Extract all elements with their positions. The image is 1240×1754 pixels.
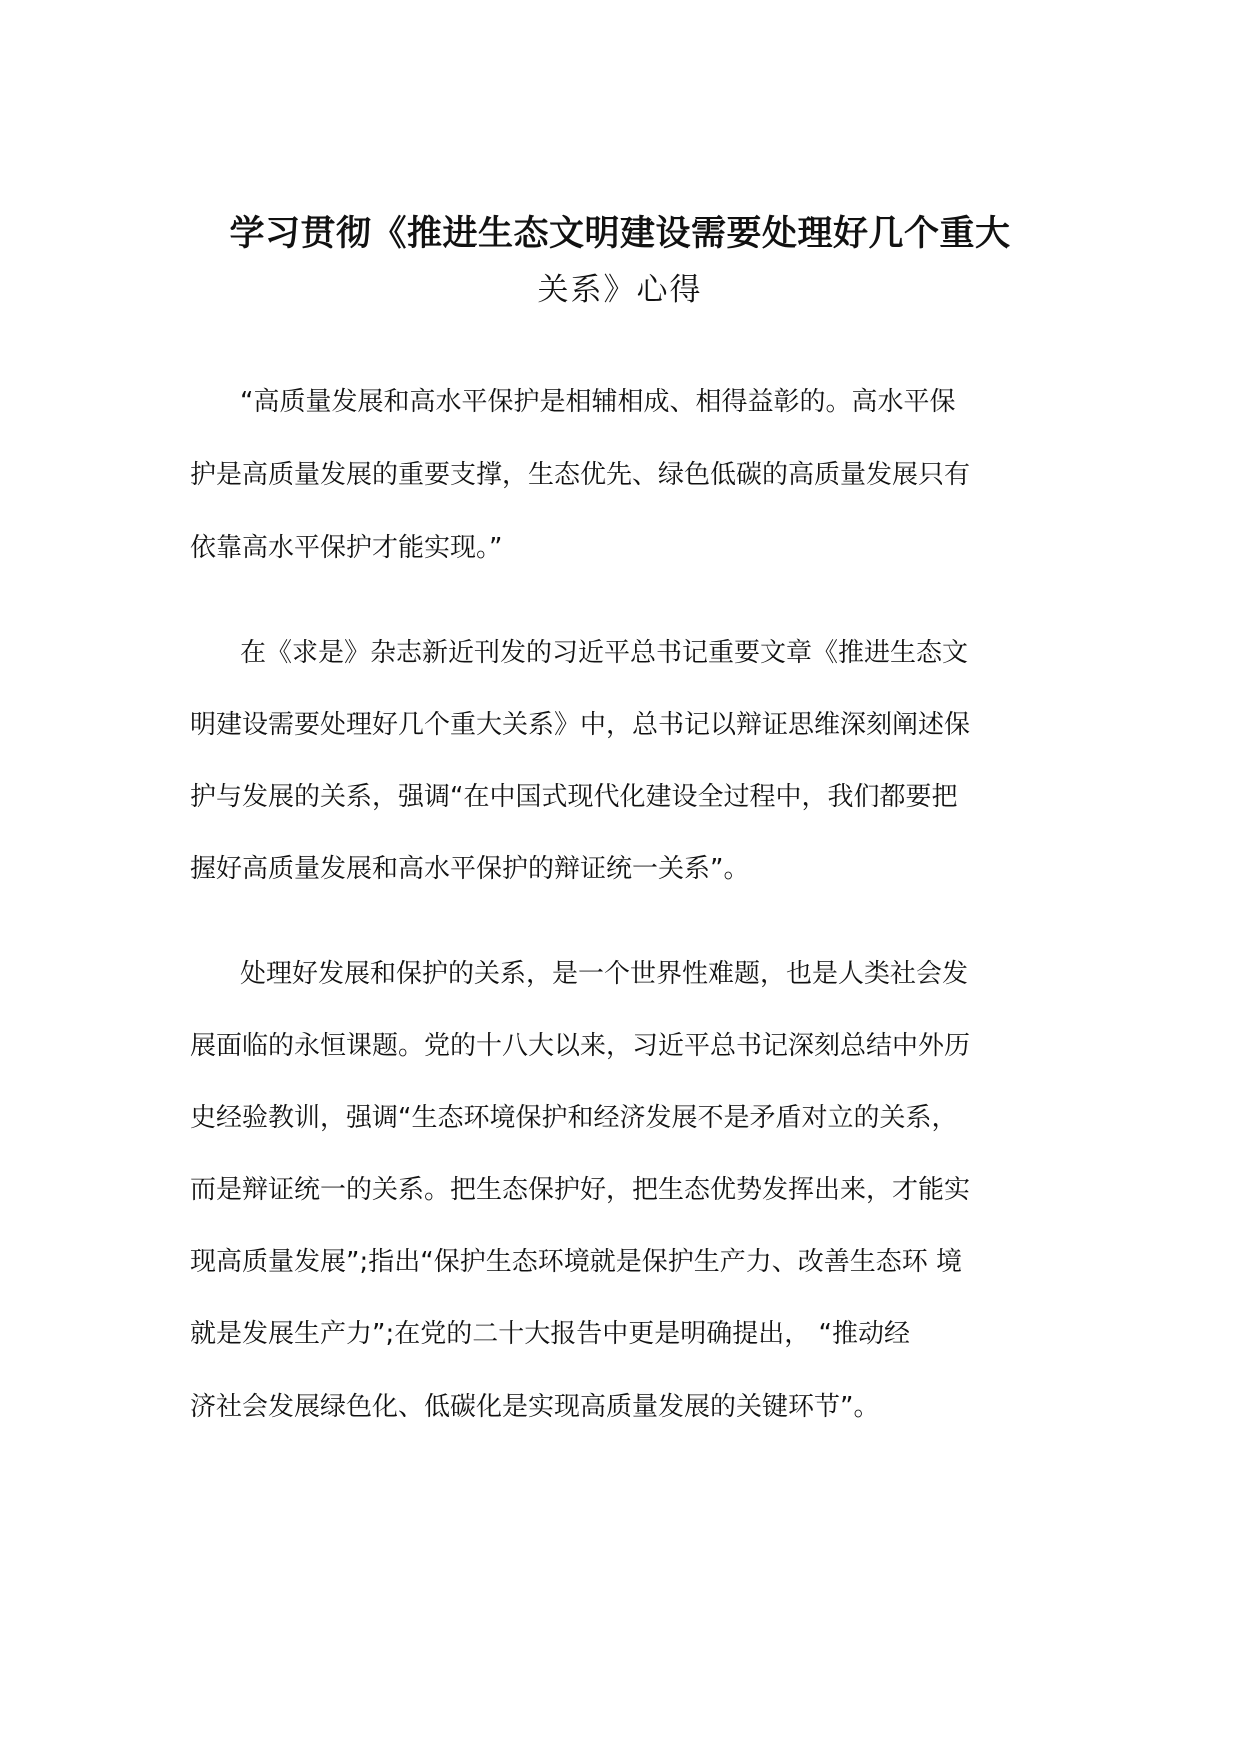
paragraph-3-line-2: 展面临的永恒课题。党的十八大以来，习近平总书记深刻总结中外历 (190, 1031, 971, 1061)
paragraph-1-line-1: “高质量发展和高水平保护是相辅相成、相得益彰的。高水平保 (240, 387, 956, 417)
paragraph-3-line-3: 史经验教训，强调“生态环境保护和经济发展不是矛盾对立的关系， (190, 1103, 958, 1133)
document-title-line-2: 关系》心得 (537, 272, 703, 308)
paragraph-3-line-4: 而是辩证统一的关系。把生态保护好，把生态优势发挥出来，才能实 (190, 1175, 971, 1205)
paragraph-2-line-3: 护与发展的关系，强调“在中国式现代化建设全过程中，我们都要把 (190, 782, 958, 812)
paragraph-3-line-1: 处理好发展和保护的关系，是一个世界性难题，也是人类社会发 (240, 959, 969, 989)
paragraph-2-line-4: 握好高质量发展和高水平保护的辩证统一关系”。 (190, 854, 750, 884)
paragraph-1-line-3: 依靠高水平保护才能实现。” (190, 533, 503, 563)
paragraph-3-line-7: 济社会发展绿色化、低碳化是实现高质量发展的关键环节”。 (190, 1392, 880, 1422)
document-title-line-1: 学习贯彻《推进生态文明建设需要处理好几个重大 (229, 214, 1011, 254)
paragraph-2-line-1: 在《求是》杂志新近刊发的习近平总书记重要文章《推进生态文 (240, 638, 969, 668)
paragraph-3-line-5: 现高质量发展”;指出“保护生态环境就是保护生产力、改善生态环 境 (190, 1247, 962, 1277)
paragraph-3-line-6: 就是发展生产力”;在党的二十大报告中更是明确提出， “推动经 (190, 1319, 910, 1349)
paragraph-1-line-2: 护是高质量发展的重要支撑，生态优先、绿色低碳的高质量发展只有 (190, 460, 971, 490)
paragraph-2-line-2: 明建设需要处理好几个重大关系》中，总书记以辩证思维深刻阐述保 (190, 710, 971, 740)
